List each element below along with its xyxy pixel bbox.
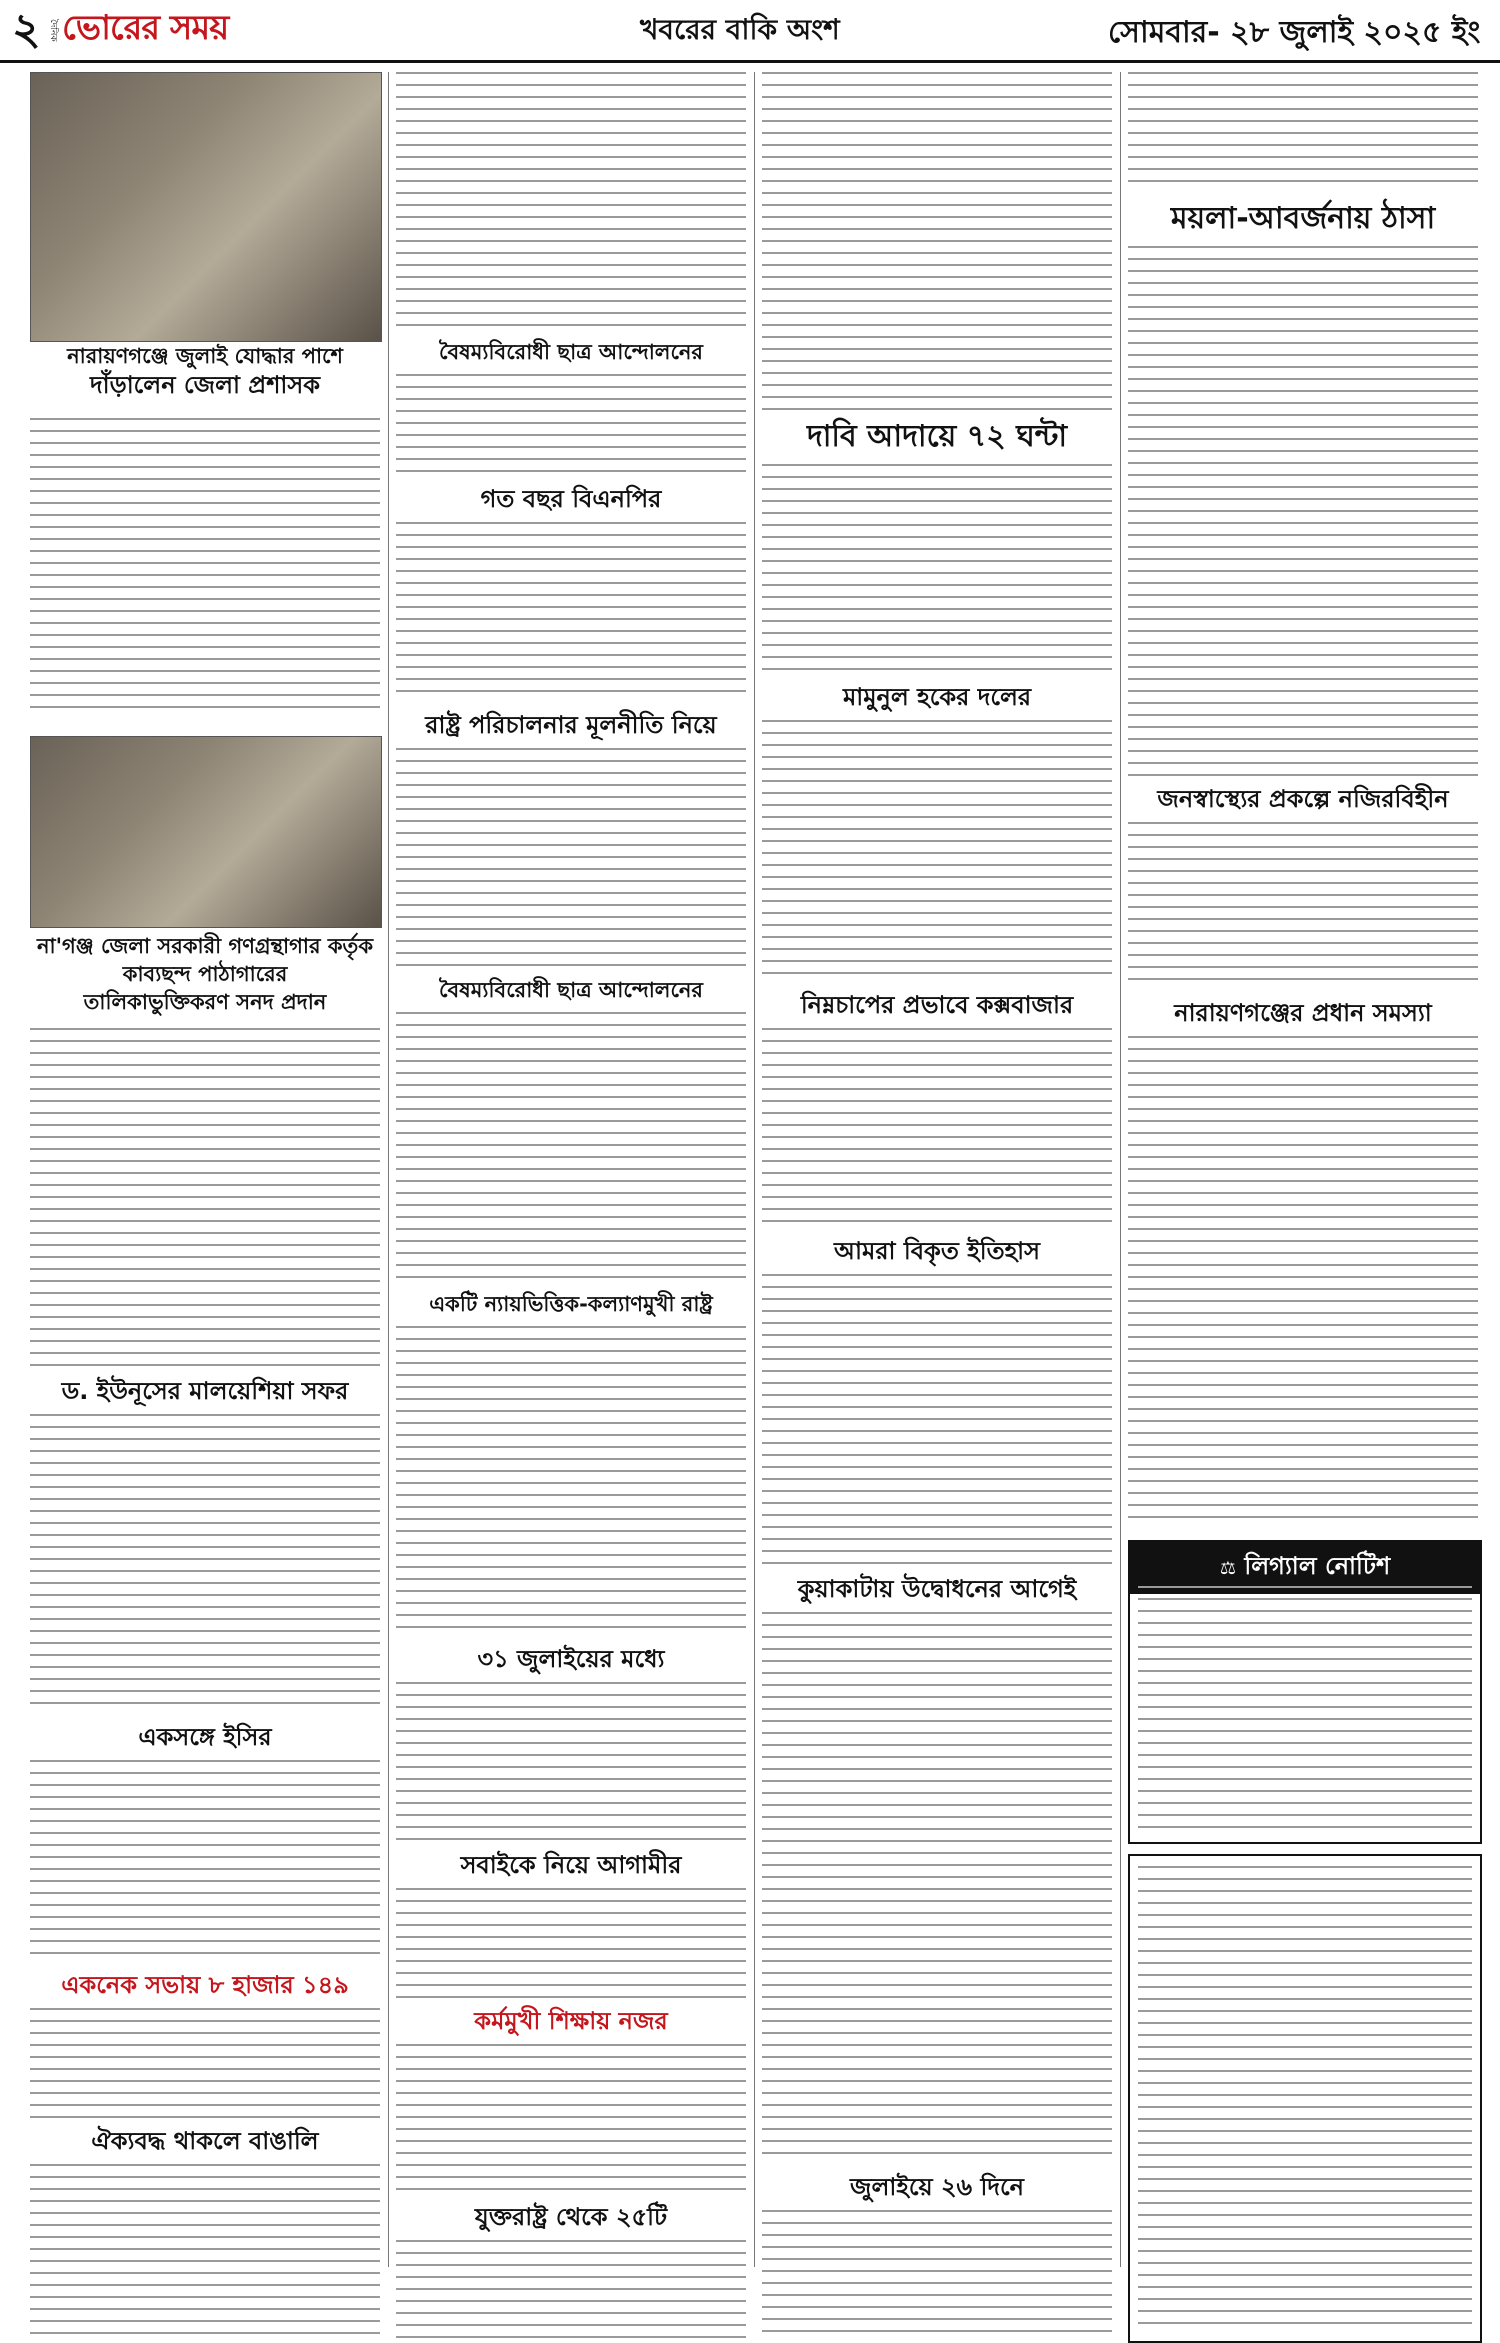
issue-date: সোমবার- ২৮ জুলাই ২০২৫ ইং (1108, 15, 1481, 50)
article-body (396, 522, 746, 702)
article-headline: একটি ন্যায়ভিত্তিক-কল্যাণমুখী রাষ্ট্র (429, 1292, 713, 1316)
article-headline: জনস্বাস্থ্যের প্রকল্পে নজিরবিহীন (1157, 785, 1449, 813)
legal-notice-title: লিগ্যাল নোটিশ (1244, 1552, 1391, 1580)
column-divider (754, 72, 755, 2267)
article-headline: যুক্তরাষ্ট্র থেকে ২৫টি (474, 2203, 668, 2231)
article-body (396, 1326, 746, 1636)
article-body (762, 720, 1112, 982)
article-body (30, 1760, 380, 1960)
article-body (1128, 822, 1478, 990)
article-headline: একসঙ্গে ইসির (138, 1723, 272, 1751)
legal-notice-box (1128, 1540, 1482, 1844)
column-divider (1120, 72, 1121, 2267)
article-body (396, 374, 746, 476)
caption-line: তালিকাভুক্তিকরণ সনদ প্রদান (83, 990, 327, 1015)
article-headline: নারায়ণগঞ্জের প্রধান সমস্যা (1174, 999, 1432, 1027)
article-headline: ড. ইউনূসের মালয়েশিয়া সফর (61, 1377, 349, 1405)
caption-line: দাঁড়ালেন জেলা প্রশাসক (90, 371, 320, 400)
article-body (762, 1274, 1112, 1566)
article-body (30, 1028, 380, 1368)
article-body (762, 2210, 1112, 2339)
article-headline: গত বছর বিএনপির (480, 485, 662, 513)
article-headline: বৈষম্যবিরোধী ছাত্র আন্দোলনের (439, 340, 703, 364)
article-headline: বৈষম্যবিরোধী ছাত্র আন্দোলনের (439, 978, 703, 1002)
court-notice-body (1138, 1866, 1472, 2331)
article-headline: মামুনুল হকের দলের (842, 683, 1032, 711)
news-photo (30, 72, 382, 342)
article-headline: একনেক সভায় ৮ হাজার ১৪৯ (61, 1971, 349, 1999)
article-body (1128, 1036, 1478, 1526)
brand-name: ভোরের সময় (62, 7, 229, 48)
page-number: ২ (12, 4, 41, 55)
article-body (762, 1612, 1112, 2164)
article-headline: ঐক্যবদ্ধ থাকলে বাঙালি (91, 2127, 319, 2155)
article-body (30, 1414, 380, 1714)
legal-notice-body (1138, 1586, 1472, 1832)
column-divider (388, 72, 389, 2267)
scales-of-justice-icon: ⚖ (1219, 1558, 1236, 1579)
article-body (396, 1012, 746, 1282)
article-body (30, 2008, 380, 2118)
article-body (762, 1028, 1112, 1228)
article-body (762, 464, 1112, 674)
article-body (396, 748, 746, 968)
article-headline: সবাইকে নিয়ে আগামীর (460, 1851, 682, 1879)
article-body (1128, 246, 1478, 776)
article-headline: রাষ্ট্র পরিচালনার মূলনীতি নিয়ে (425, 711, 717, 739)
article-body (30, 418, 380, 718)
photo-caption (30, 934, 380, 1018)
article-body (396, 72, 746, 330)
article-headline: কর্মমুখী শিক্ষায় নজর (474, 2007, 668, 2035)
article-headline: জুলাইয়ে ২৬ দিনে (850, 2173, 1024, 2201)
section-title: খবরের বাকি অংশ (640, 13, 840, 46)
article-body (30, 2164, 380, 2339)
article-headline: কুয়াকাটায় উদ্বোধনের আগেই (797, 1575, 1077, 1603)
article-body (396, 2240, 746, 2339)
article-body (396, 1682, 746, 1842)
newspaper-logo (48, 6, 228, 54)
caption-line: নারায়ণগঞ্জে জুলাই যোদ্ধার পাশে (67, 344, 343, 368)
article-body (1128, 72, 1478, 192)
photo-caption (30, 344, 380, 404)
article-body (396, 2044, 746, 2194)
article-headline: ৩১ জুলাইয়ের মধ্যে (477, 1645, 665, 1673)
article-headline: দাবি আদায়ে ৭২ ঘন্টা (806, 419, 1068, 454)
article-body (396, 1888, 746, 1998)
caption-line: না'গঞ্জ জেলা সরকারী গণগ্রন্থাগার কর্তৃক (36, 934, 374, 958)
masthead (0, 0, 1500, 63)
article-headline: ময়লা-আবর্জনায় ঠাসা (1170, 201, 1436, 236)
article-headline: আমরা বিকৃত ইতিহাস (834, 1237, 1040, 1265)
article-body (762, 72, 1112, 410)
article-headline: নিম্নচাপের প্রভাবে কক্সবাজার (800, 991, 1074, 1019)
court-notice-box (1128, 1854, 1482, 2343)
brand-prefix: দৈনিক (48, 18, 58, 42)
news-photo (30, 736, 382, 928)
caption-line: কাব্যছন্দ পাঠাগারের (122, 962, 288, 987)
